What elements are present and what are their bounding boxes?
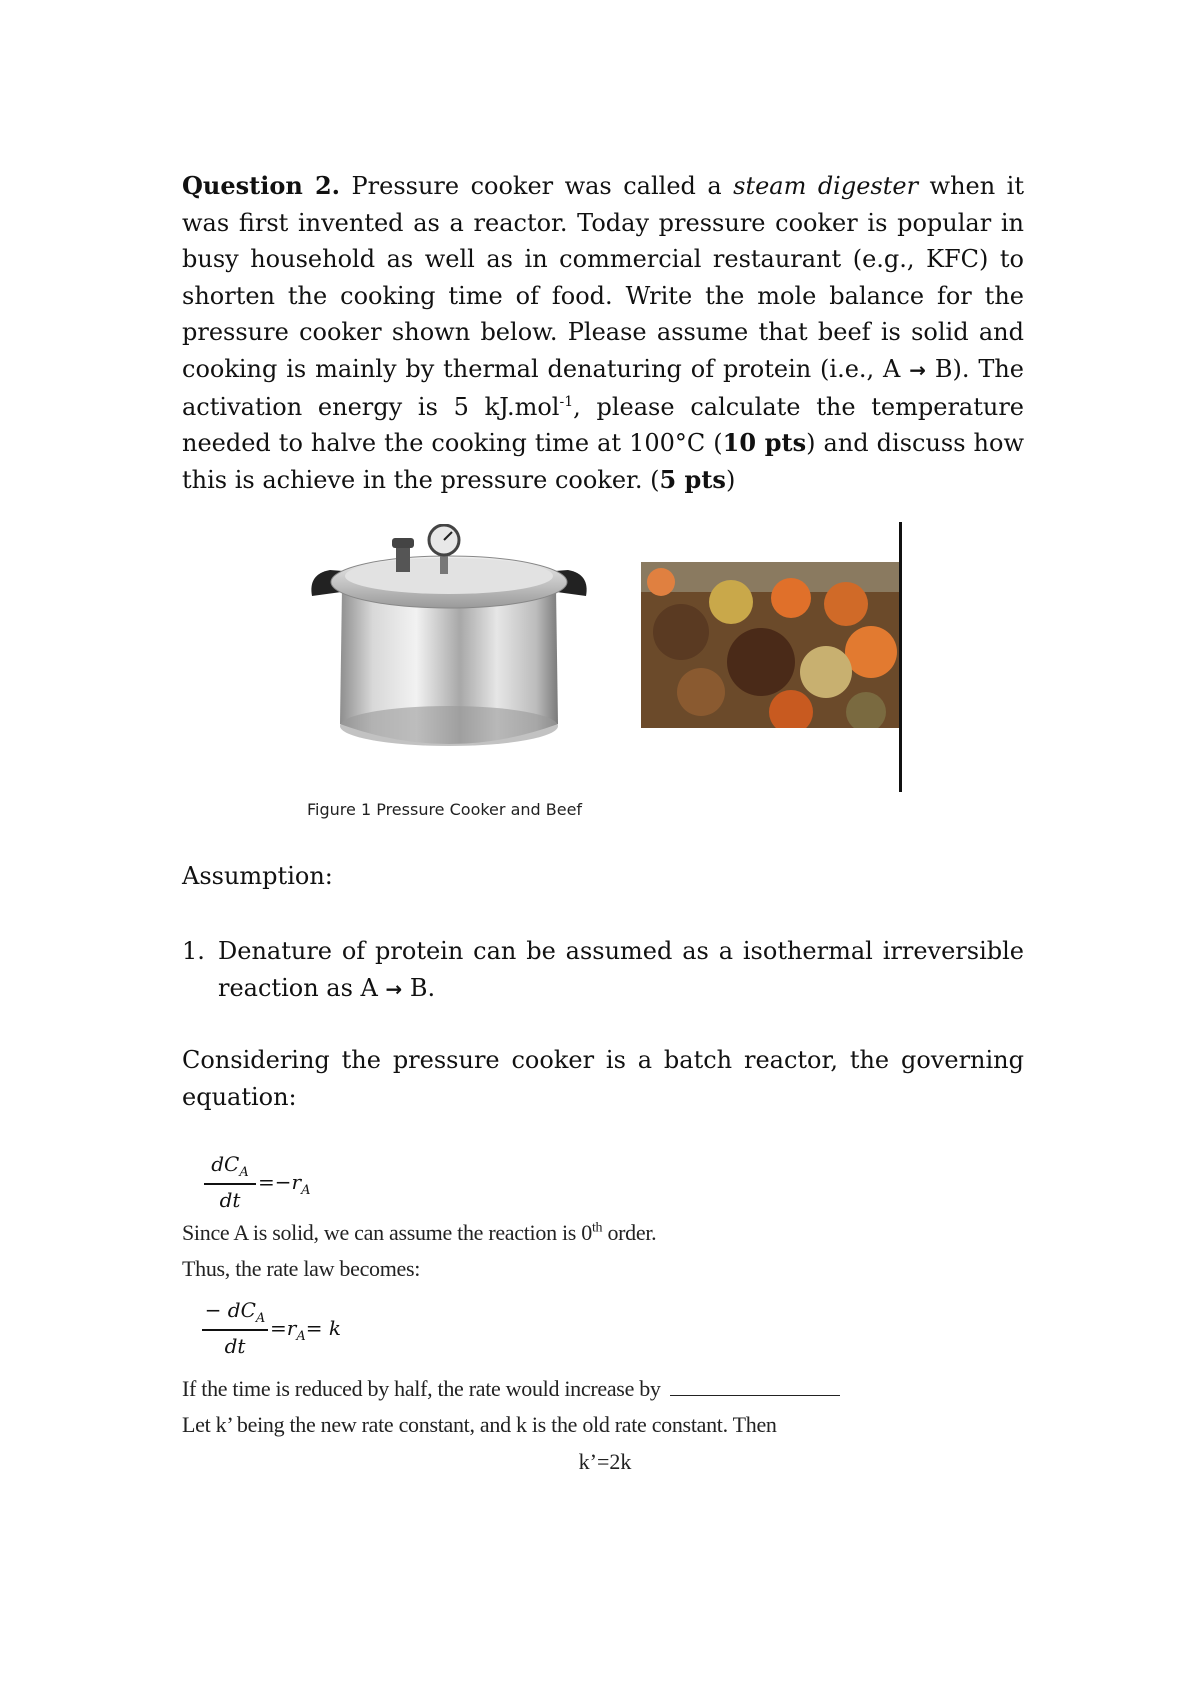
- half-time-text: If the time is reduced by half, the rate would increase by: [182, 1376, 840, 1402]
- beef-stew-image: [641, 562, 901, 728]
- k-prime-equation: k’=2k: [578, 1449, 632, 1474]
- batch-reactor-paragraph: Considering the pressure cooker is a batch reactor, the governing equation:: [182, 1046, 1024, 1111]
- unit-superscript: -1: [559, 393, 574, 410]
- question-text: ) and discuss how this is achieve in the pressure cooker. (: [182, 429, 1024, 494]
- new-rate-constant-text: Let k’ being the new rate constant, and k is the old rate constant. Then: [182, 1412, 777, 1437]
- list-item: [182, 933, 1024, 1008]
- pressure-cooker-image: [308, 524, 590, 764]
- since-text: Since A is solid, we can assume the reaction is 0th order.: [182, 1220, 657, 1245]
- reaction-arrow-icon: →: [385, 977, 403, 1001]
- question-text: ): [725, 465, 736, 494]
- list-item-number: 1.: [182, 937, 205, 965]
- question-text: , please calculate the temperature needed to halve the cooking time at 100°C (: [182, 392, 1024, 458]
- question-label: Question 2.: [182, 171, 341, 200]
- question-text: B). The activation energy is 5 kJ.mol: [182, 354, 1024, 421]
- points-label: 5 pts: [659, 464, 726, 494]
- steam-digester-term: steam digester: [733, 172, 919, 200]
- figure-caption: Figure 1 Pressure Cooker and Beef: [307, 800, 583, 819]
- thus-text: Thus, the rate law becomes:: [182, 1256, 421, 1281]
- assumption-list: [182, 933, 1024, 1008]
- answer-blank[interactable]: [670, 1377, 840, 1396]
- assumption-heading: Assumption:: [182, 862, 333, 890]
- question-text: Pressure cooker was called a: [340, 172, 734, 200]
- reaction-arrow-icon: →: [909, 357, 926, 382]
- question-text: when it was first invented as a reactor. Today pressure cooker is popular in busy household as well as in commercial restaurant (e.g., KFC) to shorten the cooking time of food. Write the mole balance for the pressure cooker shown below. Please assume that beef is solid and cooking is mainly by thermal denaturing of protein (i.e., A: [182, 172, 1024, 383]
- vertical-rule: [899, 522, 902, 792]
- list-item-text: Denature of protein can be assumed as a isothermal irreversible reaction as A → B.: [218, 937, 1024, 1002]
- document-page: Question 2. Pressure cooker was called a steam digester when it was first invented as a reactor. Today pressure cooker is popular in busy household as well as in commercial restaurant (e.g., KFC) to shorten the cooking time of food. Write the mole balance for the pressure cooker shown below. Please assume that beef is solid and cooking is mainly by thermal denaturing of protein (i.e., A → B). The activation energy is 5 kJ.mol$^{-1}$, please calculate the temperature needed to halve the cooking time at 100°C (10 pts) and discuss how this is achieve in the pressure cooker. (5 pts) Figure 1 Pressure Cooker and Beef Assumption: 1. Denature of protein can be assumed as a isothermal irreversible reaction as A → B. Considering the pressure cooker is a batch reactor, the governing equation: $dC_A$ dt $=-r_A$ Since A is solid, we can assume the reaction is 0th order. Thus, the rate law becomes: − $dC_A$ dt $=r_A= k$ If the time is reduced by half, the rate would increase by Let k’ being the new rate constant, and k is the old rate constant. Then k’=2k: [0, 0, 1200, 1698]
- points-label: 10 pts: [722, 428, 807, 458]
- question-paragraph: [182, 168, 1024, 498]
